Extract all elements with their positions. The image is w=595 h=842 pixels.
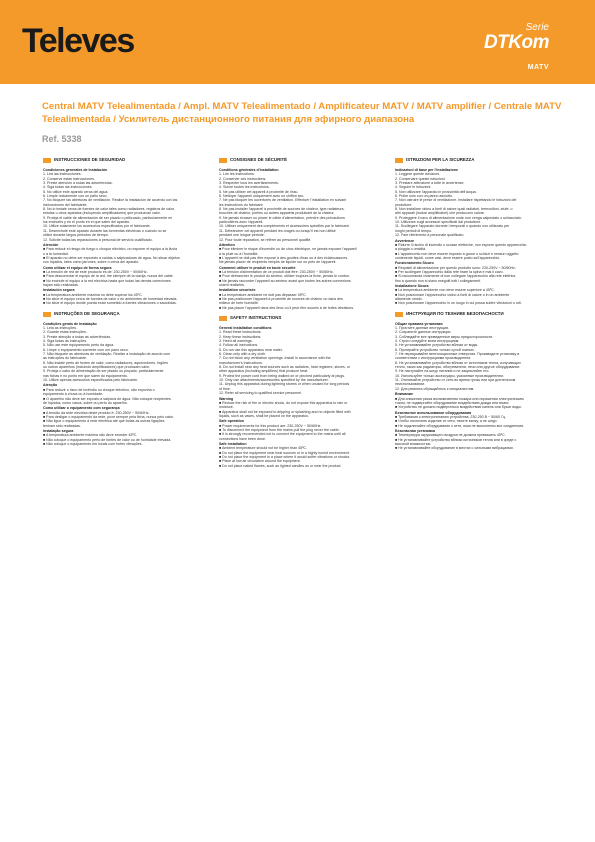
- series-label: Serie: [525, 22, 549, 33]
- instruction-line: 10. Utilizzare sugli accessori specificati dal produttore.: [395, 220, 482, 225]
- instruction-line: produttore.: [395, 202, 413, 207]
- instruction-line: ■ La temperatura ambiente non deve essere superiore a 45ºC.: [395, 288, 495, 293]
- language-flag-icon: [43, 158, 51, 163]
- instruction-line: ■ La tension d'alimentation de ce produit doit être: 230-250V ~ 50/60Hz.: [219, 269, 334, 274]
- instruction-line: ■ Place at low air circulation around the equipment.: [219, 459, 301, 464]
- instruction-line: 8. Non installare vicino a fonti di calore quali radiatori, termosifoni, stufe, o: [395, 207, 513, 212]
- instruction-line: неиспользовании.: [395, 382, 426, 387]
- instruction-line: connections have been done.: [219, 436, 266, 441]
- series-name: DTKom: [483, 32, 549, 53]
- subsection-title: Внимание: [395, 392, 413, 397]
- instruction-line: de líquidos, como vasos, sobre ou perto do aparelho.: [43, 400, 128, 405]
- instruction-line: 12. Solicite todas las reparaciones a personal de servicio cualificado.: [43, 237, 153, 242]
- instruction-line: ■ Не устанавливайте устройство вблизи источников тепла или в среде с: [395, 437, 517, 442]
- instruction-line: ■ Ridurre il rischio di incendio o scosse elettriche, non esporre questo apparecchio: [395, 242, 527, 247]
- section-heading-text: INSTRUCCIONES DE SEGURIDAD: [54, 157, 126, 163]
- subsection-title: Conditions générales d'installation: [219, 168, 279, 172]
- instruction-line: ■ Ne pas positionner l'appareil à proximité de sources de chaleur ou dans des: [219, 296, 343, 301]
- instruction-line: 3. Respecter tous les avertissements.: [219, 181, 279, 186]
- safety-section: [43, 312, 201, 447]
- instruction-line: высокой влажностью.: [395, 441, 432, 446]
- subsection-title: Warning: [219, 396, 234, 401]
- instruction-line: соответствии с инструкциями производителя.: [395, 356, 472, 361]
- instruction-line: ■ Para reduzir o risco de incêndio ou choque eléctrico, não exponha o: [43, 387, 155, 392]
- instruction-line: 3. Prestare attenzione a tutte le avvertenze.: [395, 181, 465, 186]
- subsection-title: Avvertenze: [395, 238, 415, 243]
- instruction-line: con líquidos, tales como jarrones, sobre o cerca del aparato.: [43, 260, 140, 265]
- instruction-line: tenham sido realizadas.: [43, 423, 81, 428]
- subsection-title: Funzionamento Sicuro: [395, 261, 434, 266]
- instruction-line: 7. Non ostruire le prese di ventilazione. Installare rispettando le istruzioni del: [395, 198, 517, 203]
- instruction-line: o a la humedad.: [43, 251, 69, 256]
- instruction-line: ■ Para desconectar el equipo de la red, tire siempre de la clavija, nunca del cable.: [43, 274, 174, 279]
- instruction-line: altamente umido.: [395, 296, 423, 301]
- instruction-line: Ne jamais placer de récipients remplis de liquide sur ou près de l'appareil.: [219, 260, 337, 265]
- safety-section: [43, 158, 201, 306]
- instruction-line: pendant une longue période.: [219, 233, 265, 238]
- instruction-line: 2. Guarde estas instruções.: [43, 330, 87, 335]
- instruction-line: ■ No sitúe el equipo donde pueda estar sometido a fuertes vibraciones o sacudidas.: [43, 301, 177, 306]
- instruction-line: ■ Para reducir el riesgo de fuego o choque eléctrico, no exponer el equipo a la lluvia: [43, 247, 178, 252]
- instruction-line: bouches de chaleur, poêles ou autres appareils produisant de la chaleur.: [219, 211, 335, 216]
- instruction-line: liquids, such as vases, shall be placed on the apparatus.: [219, 413, 309, 418]
- instruction-line: fino a quando non si siano eseguiti tutti i collegamenti.: [395, 278, 482, 283]
- instruction-line: ■ Para desligar o equipamento da rede, puxe sempre pela ficha, nunca pelo cabo.: [43, 414, 174, 419]
- instruction-line: ■ Apparatus shall not be exposed to dripping or splashing and no objects filled with: [219, 409, 351, 414]
- instruction-line: 9. Proteja el cable de alimentación de ser pisado o pellizcado, particularmente en: [43, 215, 173, 220]
- instruction-line: 6. Clean only with a dry cloth.: [219, 352, 266, 357]
- instruction-line: ■ La température ambiante ne doit pas dépasser 45ºC.: [219, 292, 307, 297]
- instruction-line: los enchufes y en el punto en el que salen del aparato.: [43, 220, 131, 225]
- instruction-line: ■ Não coloque o equipamento perto de fontes de calor ou de humidade elevada.: [43, 437, 172, 442]
- instruction-line: 4. Строго следуйте всем инструкциям.: [395, 339, 460, 344]
- subsection-title: Atención: [43, 242, 59, 247]
- subsection-title: Installation sécurisée: [219, 288, 256, 293]
- column-1: [43, 158, 201, 452]
- instruction-line: 8. Do not install near any heat sources such as radiators, heat registers, stoves, or: [219, 365, 351, 370]
- instruction-line: 9. Proteggere il cavo di alimentazione onde non venga calpestato o schiacciato.: [395, 215, 522, 220]
- safety-section: [395, 158, 553, 306]
- instruction-line: ■ O aparelho não deve ser exposto a salpicos de água. Não coloque recipientes: [43, 396, 171, 401]
- instruction-line: as instruções do fabricante.: [43, 356, 87, 361]
- televes-logo: Televes: [22, 22, 134, 60]
- instruction-line: ■ No enchufe el equipo a la red eléctrica hasta que todas las demás conexiones: [43, 278, 171, 283]
- instruction-line: ■ Для снижения риска возникновения пожара или поражения электрическим: [395, 396, 524, 401]
- instruction-line: 6. Протирайте устройство только сухой тканью.: [395, 347, 475, 352]
- instruction-line: 10. Only use attachments/accessories specified by the manufacturer.: [219, 378, 329, 383]
- instruction-line: 5. Не устанавливайте устройство вблизи от воды.: [395, 343, 479, 348]
- instruction-line: 2. Сохраните данные инструкции.: [395, 330, 452, 335]
- reference-number: Ref. 5338: [42, 134, 82, 144]
- instruction-line: ■ Requisiti di alimentazione per questo prodotto sono: 230-250V ~ 50/60Hz.: [395, 265, 516, 270]
- instruction-line: les instructions du fabricant.: [219, 202, 264, 207]
- instruction-line: ■ Pour éliminer le risque d'incendie ou de choc électrique, ne jamais exposer l'appareil: [219, 247, 357, 252]
- instruction-line: 5. Não use este equipamento perto da água.: [43, 343, 115, 348]
- instruction-line: ■ La temperatura ambiente máxima no debe superar los 45ºC.: [43, 292, 143, 297]
- instruction-line: soient réalisées.: [219, 282, 245, 287]
- instruction-line: ■ A tensão da rede eléctrica deste produto é: 230-250V ~ 50/60Hz.: [43, 410, 150, 415]
- instruction-line: manufacturer's instructions.: [219, 360, 263, 365]
- instruction-line: 8. Не устанавливайте устройство вблизи от источников тепла, излучающих: [395, 360, 521, 365]
- instruction-line: 3. Preste atención a todas las advertencias.: [43, 181, 113, 186]
- instruction-line: 5. No utilice este aparato cerca del agua.: [43, 189, 109, 194]
- language-flag-icon: [43, 312, 51, 317]
- instruction-line: 8. Ne pas installer l'appareil à proximité de sources de chaleur, type radiateurs,: [219, 207, 345, 212]
- column-2: [219, 158, 377, 474]
- section-heading-text: CONSIGNES DE SÉCURITÉ: [230, 157, 288, 163]
- subsection-title: Общие правила установки: [395, 321, 443, 326]
- instruction-line: 3. Heed all warnings.: [219, 339, 253, 344]
- instruction-line: 6. Pulire solo con un panno asciutto.: [395, 194, 453, 199]
- instruction-line: 6. Limpe o equipamento somente com um pano seco.: [43, 347, 129, 352]
- instruction-line: 4. Siga todas as instruções.: [43, 339, 88, 344]
- instruction-line: ■ It is strongly recommended not to connect the equipment to the mains until all: [219, 432, 346, 437]
- instruction-line: 10. Utilice solamente los accesorios especificados por el fabricante.: [43, 224, 151, 229]
- instruction-line: estufas u otros aparatos (incluyendo amplificadores) que produzcan calor.: [43, 211, 161, 216]
- section-heading: [395, 158, 553, 163]
- instruction-line: moisture.: [219, 405, 234, 410]
- instruction-line: lunghi periodi di tempo.: [395, 228, 433, 233]
- subsection-title: Condiciones generales de Instalación: [43, 168, 108, 172]
- instruction-line: 6. Nettoyer l'appareil uniquement avec un chiffon sec.: [219, 194, 305, 199]
- instruction-line: ■ Do not place naked flames, such as lighted candles on or near the product.: [219, 463, 342, 468]
- instruction-line: 12. Refer all servicing to qualified service personnel.: [219, 391, 303, 396]
- instruction-line: other apparatus (including amplifiers) that produce heat.: [219, 369, 309, 374]
- instruction-line: 1. Lea las instrucciones.: [43, 172, 82, 177]
- subsection-title: Безопасная установка: [395, 428, 435, 433]
- language-flag-icon: [395, 312, 403, 317]
- instruction-line: 11. Unplug this apparatus during lightning storms or when unused for long periods: [219, 382, 350, 387]
- subsection-title: Como utilizar o equipamento com segurança: [43, 406, 120, 411]
- section-heading: [395, 312, 553, 317]
- instruction-line: 4. Suivre toutes les instructions.: [219, 185, 270, 190]
- subsection-title: Safe operation: [219, 419, 244, 424]
- instruction-line: 7. Ne pas bloquer les ouvertures de ventilation. Effectuer l'installation en suivant: [219, 198, 347, 203]
- instruction-line: тепло, таких как радиаторы, обогреватели, печи или другое оборудование.: [395, 365, 521, 370]
- instruction-line: of time.: [219, 386, 231, 391]
- instruction-line: ■ Do not place the equipment near heat sources or in a highly humid environment.: [219, 450, 350, 455]
- instruction-line: 4. Siga todas las instrucciones.: [43, 185, 93, 190]
- subsection-title: Attention: [219, 242, 235, 247]
- instruction-line: 5. Non utilizzare l'apparato in prossimità dell'acqua.: [395, 189, 477, 194]
- instruction-line: ■ Ne jamais raccorder l'appareil au secteur avant que toutes les autres connexions: [219, 278, 351, 283]
- instruction-line: equipamento à chuva ou à humidade.: [43, 392, 104, 397]
- instruction-line: ■ Si raccomanda vivamente di non collegare l'apparecchio alla rete elettrica: [395, 274, 516, 279]
- instruction-line: 12. Fare riferimento a personale qualificato.: [395, 233, 465, 238]
- instruction-line: ■ L'appareil ne doit pas être exposé à des gouttes d'eau ou à des éclaboussures.: [219, 255, 349, 260]
- safety-section: [219, 158, 377, 310]
- instruction-line: ■ El aparato no debe ser expuesto a caídas o salpicaduras de agua. No situar objetos: [43, 255, 180, 260]
- section-heading-text: ИНСТРУКЦИЯ ПО ТЕХНИКЕ БЕЗОПАСНОСТИ: [406, 310, 504, 316]
- instruction-line: 8. Não instale perto de fontes de calor, como radiadores, aquecedores, fogões: [43, 360, 168, 365]
- safety-section: [395, 312, 553, 451]
- language-flag-icon: [219, 158, 227, 163]
- section-heading: [43, 158, 201, 163]
- section-heading: [219, 158, 377, 163]
- section-heading: [43, 312, 201, 317]
- instruction-line: 1. Прочтите данные инструкции.: [395, 326, 450, 330]
- instruction-line: particulières avec l'appareil.: [219, 220, 264, 225]
- instruction-line: altri apparati (inclusi amplificatori) che producono calore.: [395, 211, 485, 216]
- instruction-line: 3. Соблюдайте все приведенные меры предосторожности.: [395, 334, 494, 339]
- subsection-title: Atenção: [43, 383, 58, 388]
- instruction-line: ■ Ambient temperature should not be higher than 45ºC.: [219, 446, 307, 451]
- instruction-line: 5. Ne pas utiliser cet appareil à proximité de l'eau.: [219, 189, 299, 194]
- section-heading-text: SAFETY INSTRUCTIONS: [230, 315, 282, 321]
- instruction-line: ou outros aparelhos (incluindo amplificadores) que produzam calor.: [43, 365, 151, 370]
- instruction-line: 2. Conservare queste istruzioni.: [395, 176, 446, 181]
- instruction-line: nas fichas e no ponto em que saem do equipamento.: [43, 373, 128, 378]
- series-badge: [484, 22, 549, 52]
- instruction-line: 12. Pour toute réparation, se référer au personnel qualifié.: [219, 237, 312, 242]
- instruction-line: ■ Não coloque o equipamento em locais com fortes vibrações.: [43, 441, 143, 446]
- instruction-line: ■ La tensión de red de este producto es de: 230-250V ~ 50/60Hz.: [43, 269, 148, 274]
- instruction-line: 6. Limpie únicamente con un paño seco.: [43, 194, 108, 199]
- instruction-line: ■ Non posizionare l'apparecchio vicino a fonti di calore o in un ambiente: [395, 292, 510, 297]
- instruction-line: 3. Preste atenção a todas as advertências.: [43, 334, 112, 339]
- instruction-line: 4. Follow all instructions.: [219, 343, 259, 348]
- instruction-line: 1. Leia as instruções.: [43, 326, 77, 330]
- section-heading-text: ISTRUZIONI PER LA SICUREZZA: [406, 157, 475, 163]
- instruction-line: 11. Отключайте устройство от сети во время грозы или при длительном: [395, 378, 516, 383]
- instruction-line: 2. Keep these instructions.: [219, 334, 262, 339]
- instruction-line: током, не подвергайте оборудование воздействию дождя или влаги.: [395, 400, 510, 405]
- instruction-line: ■ A temperatura ambiente máxima não deve exceder 45ºC.: [43, 433, 138, 438]
- instruction-line: 5. Do not use this apparatus near water.: [219, 347, 283, 352]
- subsection-title: General installation conditions: [219, 326, 272, 330]
- language-flag-icon: [219, 316, 227, 321]
- instruction-line: instrucciones del fabricante.: [43, 202, 88, 207]
- instruction-line: ■ Não ligue o equipamento à rede eléctrica até que todas as outras ligações: [43, 419, 165, 424]
- document-title: Central MATV Telealimentada / Ampl. MATV Telealimentado / Amplificateur MATV / MATV amplifier / Centrale MATV Telealimentada / Усилитель дистанционного питания для эфирного диапазона: [42, 101, 562, 125]
- instruction-line: ■ Требования к электропитанию устройства: 230-250 В ~ 50/60 Гц.: [395, 414, 507, 419]
- instruction-line: ■ L'apparecchio non deve essere esposto a gocce o schizzi e nessun oggetto: [395, 251, 519, 256]
- instruction-line: ■ Power requirements for this product are: 230-250V ~ 50/60Hz.: [219, 423, 322, 428]
- instruction-line: 1. Leggere queste istruzioni.: [395, 172, 441, 177]
- instruction-line: 7. Не перекрывайте вентиляционные отверстия. Производите установку в: [395, 352, 520, 357]
- subsection-title: Instalação segura: [43, 428, 74, 433]
- instruction-line: 12. Для ремонта обращайтесь к специалистам.: [395, 386, 475, 391]
- instruction-line: 4. Seguire le istruzioni.: [395, 185, 432, 190]
- instruction-line: ■ Не подключайте оборудование к сети, пока не выполнены все соединения.: [395, 423, 525, 428]
- subsection-title: Comment utiliser le produit en toute sécurité: [219, 265, 296, 270]
- instruction-line: ■ Устройство не должно подвергаться воздействию капель или брызг воды.: [395, 405, 522, 410]
- instruction-line: utilice durante largos periodos de tiempo.: [43, 233, 109, 238]
- instruction-line: 2. Conserver ces instructions.: [219, 176, 267, 181]
- instruction-line: 7. No bloquee las aberturas de ventilación. Realice la instalación de acuerdo con las: [43, 198, 178, 203]
- instruction-line: 9. Не наступайте на шнур питания и не защемляйте его.: [395, 369, 490, 374]
- subsection-title: Installazione Sicura: [395, 283, 429, 288]
- instruction-line: 9. Protect the power cord from being walked on or pinched particularly at plugs.: [219, 373, 346, 378]
- instruction-line: ■ To disconnect the equipment from the mains pull the plug never the cable.: [219, 427, 340, 432]
- instruction-line: ■ Non posizionare l'apparecchio in un luogo in cui possa subire vibrazioni o urti.: [395, 301, 522, 306]
- product-line: MATV: [527, 64, 549, 71]
- instruction-line: 11. Scollegare l'apparato durante i temporali o quando non utilizzato per: [395, 224, 510, 229]
- subsection-title: Como utilizar el equipo de forma segura: [43, 265, 112, 270]
- instruction-line: ■ Не устанавливайте оборудование в местах с сильными вибрациями.: [395, 446, 514, 451]
- instruction-line: 10. Используйте только аксессуары, указанные производителем.: [395, 373, 504, 378]
- instruction-line: ■ Чтобы отключить изделие от сети, тяните вилку, а не шнур.: [395, 419, 498, 424]
- instruction-line: 7. Não bloqueie as aberturas de ventilação. Realize a instalação de acordo com: [43, 352, 171, 357]
- instruction-line: 10. Utilize apenas acessórios especificados pelo fabricante.: [43, 378, 139, 383]
- instruction-line: 9. Ne jamais écraser ou pincer le câble d'alimentation, prendre des précautions: [219, 215, 345, 220]
- subsection-title: Condições gerais de Instalação: [43, 321, 97, 326]
- subsection-title: Safe installation: [219, 441, 247, 446]
- instruction-line: 1. Lire les instructions.: [219, 172, 255, 177]
- instruction-line: contenente liquidi, come vasi, deve essere posto sull'apparecchio.: [395, 255, 501, 260]
- instruction-line: ■ Pour débrancher le produit du secteur, utiliser toujours la fiche, jamais le cordon.: [219, 274, 351, 279]
- subsection-title: Indicazioni di base per l'installazione: [395, 168, 458, 172]
- instruction-line: ■ No sitúe el equipo cerca de fuentes de calor o en ambientes de humedad elevada.: [43, 296, 178, 301]
- instruction-line: a pioggia o umidità.: [395, 247, 427, 252]
- instruction-line: 9. Proteja o cabo de alimentação de ser pisado ou pinçado, particularmente: [43, 369, 164, 374]
- instruction-line: 8. No lo instale cerca de fuentes de calor tales como radiadores, registros de calor,: [43, 207, 175, 212]
- instruction-line: 11. Débrancher cet appareil pendant les orages ou lorsqu'il est non utilisé: [219, 228, 336, 233]
- instruction-line: 1. Read these instructions.: [219, 330, 262, 335]
- instruction-line: ■ Per scollegare l'apparecchio dalla rete tirare la spina e mai il cavo.: [395, 269, 504, 274]
- instruction-line: ■ Ne pas placer l'appareil dans des lieux où il peut être soumis à de fortes vibrations.: [219, 305, 355, 310]
- section-heading-text: INSTRUÇÕES DE SEGURANÇA: [54, 310, 120, 316]
- instruction-line: 10. Utiliser uniquement des compléments et accessoires spécifiés par le fabricant.: [219, 224, 350, 229]
- language-flag-icon: [395, 158, 403, 163]
- subsection-title: Безопасное использование оборудования: [395, 410, 472, 415]
- instruction-line: milieux de forte humidité.: [219, 301, 259, 306]
- instruction-line: ■ Температура окружающего воздуха не должна превышать 45ºC.: [395, 433, 506, 438]
- column-3: [395, 158, 553, 457]
- instruction-line: 7. Do not block any ventilation openings. Install in accordance with the: [219, 356, 331, 361]
- instruction-line: 11. Desenchufe este aparato durante las tormentas eléctricas o cuando no se: [43, 228, 167, 233]
- section-heading: [219, 316, 377, 321]
- instruction-line: ■ Do not place the equipment in a place where it would suffer vibrations or shocks.: [219, 454, 351, 459]
- header-band: [0, 0, 595, 84]
- instruction-line: 2. Conserve estas instrucciones.: [43, 176, 95, 181]
- instruction-line: à la pluie ou à l'humidité.: [219, 251, 259, 256]
- safety-section: [219, 316, 377, 468]
- subsection-title: Instalación segura: [43, 288, 75, 293]
- instruction-line: ■ Reduce the risk of fire or electric shock, do not expose this apparatus to rain or: [219, 400, 348, 405]
- instruction-line: hayan sido realizadas.: [43, 282, 79, 287]
